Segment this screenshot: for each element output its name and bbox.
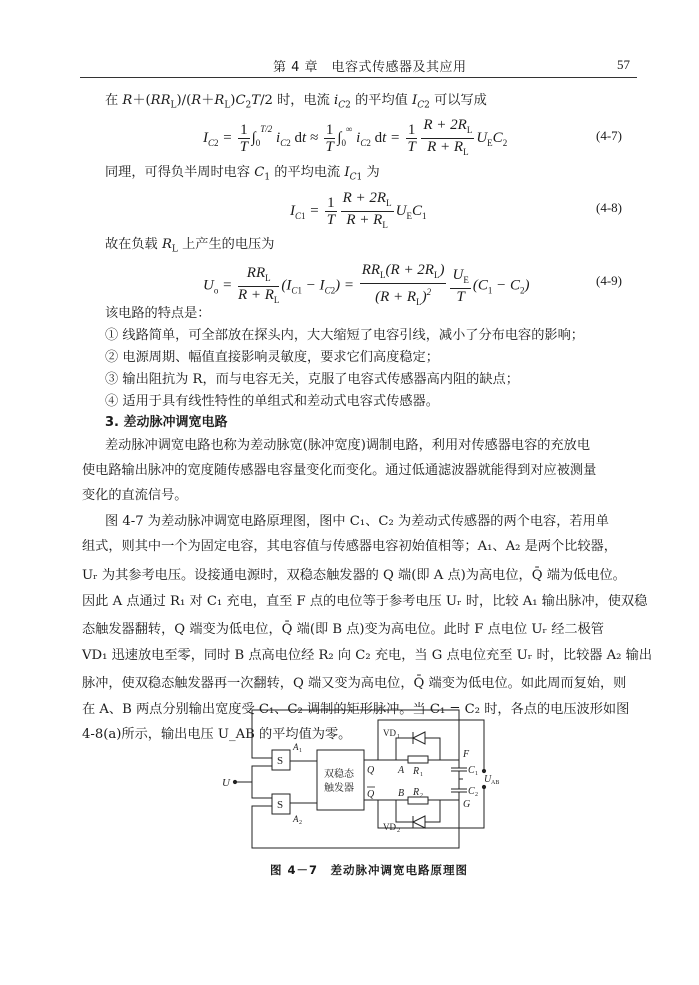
- svg-text:AB: AB: [491, 780, 500, 786]
- paragraph-line: 在 A、B 两点分别输出宽度受 C₁、C₂ 调制的矩形脉冲。当 C₁ = C₂ 时，各点的电压波形如图: [82, 702, 630, 717]
- svg-text:2: 2: [397, 828, 400, 834]
- label-flipflop-2: 触发器: [324, 783, 354, 794]
- label-node-a: A: [398, 765, 405, 776]
- label-c2: C: [468, 786, 475, 797]
- svg-text:2: 2: [475, 792, 478, 798]
- paragraph-line: 因此 A 点通过 R₁ 对 C₁ 充电，直至 F 点的电位等于参考电压 Uᵣ 时，比较 A₁ 输出脉冲，使双稳: [82, 594, 648, 609]
- paragraph-line: 态触发器翻转，Q 端变为低电位，Q̄ 端(即 B 点)变为高电位。此时 F 点电位 Uᵣ 经二极管: [82, 622, 604, 637]
- header-rule: [80, 77, 637, 78]
- page-number: 57: [617, 57, 630, 72]
- label-r2: R: [413, 787, 420, 798]
- label-s2: S: [277, 799, 284, 811]
- paragraph-line: Uᵣ 为其参考电压。设接通电源时，双稳态触发器的 Q 端(即 A 点)为高电位，Q̄ 端为低电位。: [82, 568, 626, 583]
- svg-text:1: 1: [475, 771, 478, 777]
- uab-terminal-top: [482, 769, 485, 772]
- feature-item: ① 线路简单，可全部放在探头内，大大缩短了电容引线，减小了分布电容的影响；: [105, 328, 584, 343]
- label-r1: R: [413, 766, 420, 777]
- features-intro: 该电路的特点是：: [105, 306, 211, 321]
- wire-top-loop: [252, 710, 459, 760]
- wire-input-split: [252, 766, 272, 798]
- label-uab: U: [484, 774, 492, 785]
- paragraph-line: 差动脉冲调宽电路也称为差动脉宽(脉冲宽度)调制电路，利用对传感器电容的充放电: [105, 438, 591, 453]
- paragraph-line: 图 4-7 为差动脉冲调宽电路原理图，图中 C₁、C₂ 为差动式传感器的两个电容，若用单: [105, 514, 609, 529]
- label-f: F: [463, 749, 470, 760]
- section-heading: 3. 差动脉冲调宽电路: [105, 415, 228, 430]
- paragraph-intro: 在 $R+(RR_L)/(R+R_L)C_2T/2$ 时，电流 $i_{C2}$ 的平均值 $I_{C2}$ 可以写成: [105, 93, 487, 111]
- paragraph-line: 使电路输出脉冲的宽度随传感器电容量变化而变化。通过低通滤波器就能得到对应被测量: [82, 463, 597, 478]
- svg-text:1: 1: [420, 772, 423, 778]
- feature-item: ② 电源周期、幅值直接影响灵敏度，要求它们高度稳定；: [105, 350, 439, 365]
- circuit-diagram: [220, 700, 510, 860]
- diode-vd2: [413, 816, 425, 828]
- label-u: U: [222, 777, 230, 789]
- paragraph-load: 故在负载 $R_L$ 上产生的电压为: [105, 237, 275, 255]
- resistor-r2: [408, 797, 428, 804]
- label-node-b: B: [398, 788, 405, 799]
- diode-vd1: [413, 732, 425, 744]
- label-a1-sub: 1: [299, 748, 302, 754]
- label-flipflop-1: 双稳态: [324, 769, 354, 780]
- page-header: [0, 52, 699, 82]
- equation-4-9: $U_o$ = $\frac{RR_L}{R + R_L}$ $(I_{C1} - I_{C2})$ = $\frac{RR_L(R + 2R_L)}{(R + R_L)^2}$ $\frac{U_E}{T}$ $(C_1 - C_2)$: [203, 262, 530, 307]
- label-q: Q: [367, 765, 375, 776]
- label-a1: A: [293, 742, 299, 752]
- label-s1: S: [277, 755, 284, 767]
- label-vd1: VD: [383, 728, 396, 738]
- svg-text:1: 1: [397, 734, 400, 740]
- uab-terminal-bottom: [482, 785, 485, 788]
- label-a2-sub: 2: [299, 820, 302, 826]
- paragraph-line: 4-8(a)所示，输出电压 U_AB 的平均值为零。: [82, 727, 352, 742]
- figure-caption: 图 4－7 差动脉冲调宽电路原理图: [270, 863, 469, 877]
- label-c1: C: [468, 765, 475, 776]
- paragraph-line: 脉冲，使双稳态触发器再一次翻转，Q 端又变为高电位，Q̄ 端变为低电位。如此周而复始，则: [82, 676, 627, 691]
- label-vd2: VD: [383, 822, 396, 832]
- equation-4-8: $I_{C1}$ = $\frac{1}{T}$ $\frac{R + 2R_L}{R + R_L}$ $U_EC_1$: [290, 190, 427, 230]
- paragraph-line: 组式，则其中一个为固定电容，其电容值与传感器电容初始值相等；A₁、A₂ 是两个比较器，: [82, 539, 617, 554]
- paragraph-similarly: 同理，可得负半周时电容 $C_1$ 的平均电流 $I_{C1}$ 为: [105, 165, 380, 183]
- chapter-title: 第 4 章 电容式传感器及其应用: [273, 60, 467, 75]
- resistor-r1: [408, 756, 428, 763]
- svg-text:2: 2: [420, 793, 423, 799]
- equation-number-4-8: (4-8): [596, 200, 622, 215]
- feature-item: ③ 输出阻抗为 R，而与电容无关，克服了电容式传感器高内阻的缺点；: [105, 372, 519, 387]
- paragraph-line: 变化的直流信号。: [82, 488, 188, 503]
- flip-flop: [317, 750, 364, 810]
- equation-number-4-9: (4-9): [596, 273, 622, 288]
- label-qbar: Q: [367, 789, 375, 800]
- paragraph-line: VD₁ 迅速放电至零，同时 B 点高电位经 R₂ 向 C₂ 充电，当 G 点电位充至 Uᵣ 时，比较器 A₂ 输出: [82, 648, 653, 663]
- label-a2: A: [293, 814, 299, 824]
- label-g: G: [463, 799, 471, 810]
- feature-item: ④ 适用于具有线性特性的单组式和差动式电容式传感器。: [105, 394, 439, 409]
- equation-4-7: $I_{C2}$ = $\frac{1}{T}$ $\int_0^{T/2}$ $i_{C2}$ dt ≈ $\frac{1}{T}$ $\int_0^\infty$ $i_{C2}$ dt = $\frac{1}{T}$ $\frac{R + 2R_L}{R + R_L}$ $U_EC_2$: [203, 117, 508, 157]
- equation-number-4-7: (4-7): [596, 128, 622, 143]
